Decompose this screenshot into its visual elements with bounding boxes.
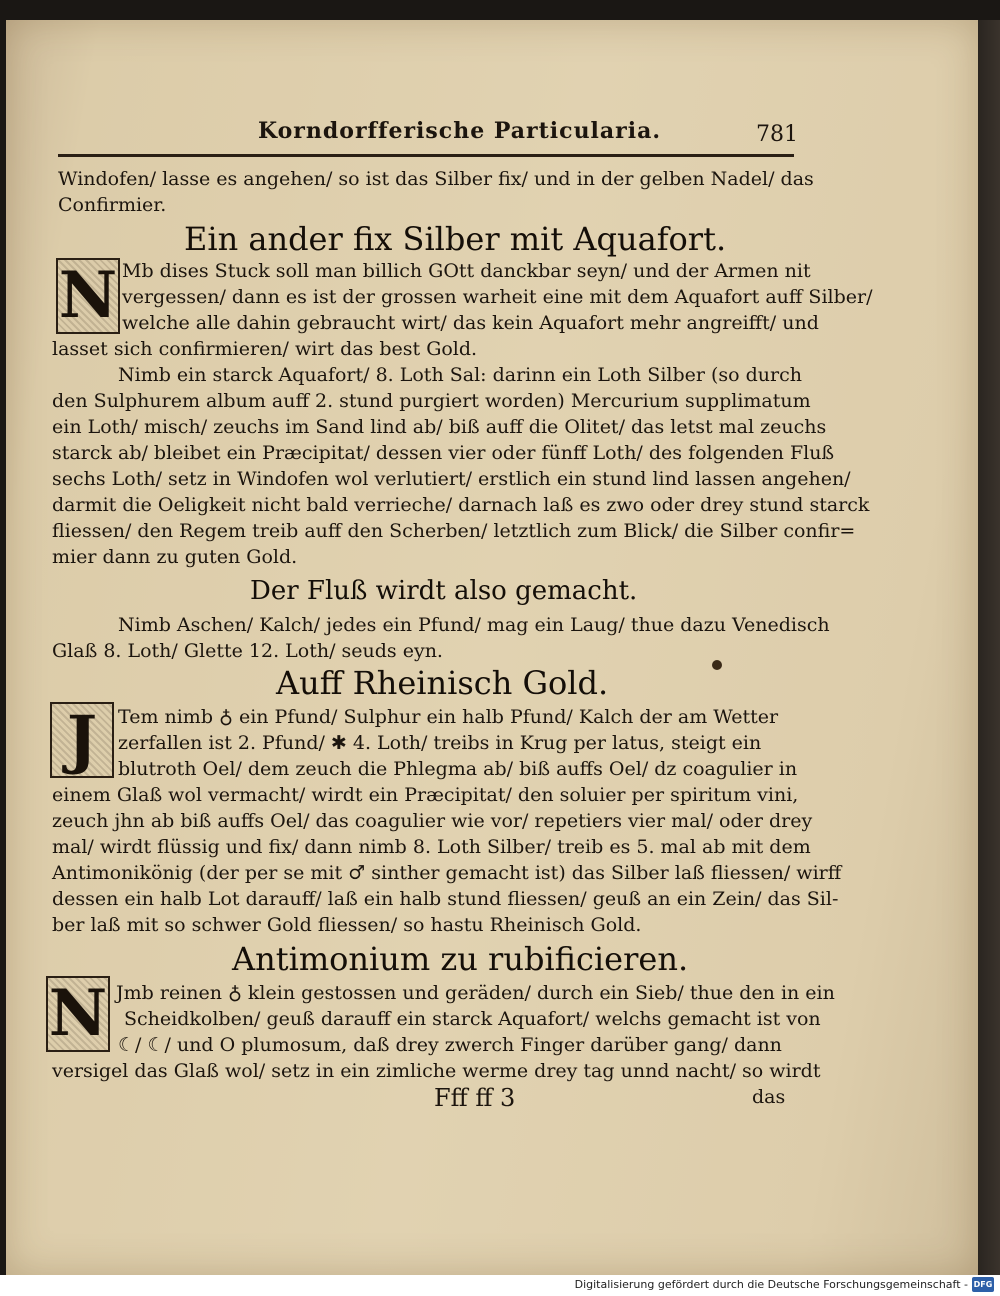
dropcap-initial: J bbox=[50, 702, 114, 778]
section-heading: Ein ander fix Silber mit Aquafort. bbox=[184, 220, 727, 258]
catchword: das bbox=[752, 1086, 786, 1108]
text-line: einem Glaß wol vermacht/ wirdt ein Præcipitat/ den soluier per spiritum vini, bbox=[52, 784, 799, 806]
funding-credit: Digitalisierung gefördert durch die Deutsche Forschungsgemeinschaft - bbox=[574, 1278, 968, 1291]
text-line: starck ab/ bleibet ein Præcipitat/ dessen vier oder fünff Loth/ des folgenden Fluß bbox=[52, 442, 835, 464]
footer-bar bbox=[0, 1275, 1000, 1296]
text-line: mier dann zu guten Gold. bbox=[52, 546, 298, 568]
text-line: welche alle dahin gebraucht wirt/ das kein Aquafort mehr angreifft/ und bbox=[122, 312, 819, 334]
page-header bbox=[258, 118, 798, 154]
text-line: zeuch jhn ab biß auffs Oel/ das coagulier wie vor/ repetiers vier mal/ oder drey bbox=[52, 810, 813, 832]
text-line: fliessen/ den Regem treib auff den Scherben/ letztlich zum Blick/ die Silber confir= bbox=[52, 520, 856, 542]
text-line: versigel das Glaß wol/ setz in ein zimliche werme drey tag unnd nacht/ so wirdt bbox=[52, 1060, 821, 1082]
text-line: Glaß 8. Loth/ Glette 12. Loth/ seuds eyn. bbox=[52, 640, 443, 662]
text-line: ber laß mit so schwer Gold fliessen/ so hastu Rheinisch Gold. bbox=[52, 914, 642, 936]
signature-mark: Fff ff 3 bbox=[434, 1084, 516, 1112]
text-line: dessen ein halb Lot darauff/ laß ein halb stund fliessen/ geuß an ein Zein/ das Sil- bbox=[52, 888, 839, 910]
section-heading: Der Fluß wirdt also gemacht. bbox=[250, 576, 638, 606]
text-line: darmit die Oeligkeit nicht bald verrieche/ darnach laß es zwo oder drey stund starck bbox=[52, 494, 870, 516]
text-line: Nimb Aschen/ Kalch/ jedes ein Pfund/ mag ein Laug/ thue dazu Venedisch bbox=[118, 614, 830, 636]
section-heading: Auff Rheinisch Gold. bbox=[276, 664, 609, 702]
text-line: ein Loth/ misch/ zeuchs im Sand lind ab/ biß auff die Olitet/ das letst mal zeuchs bbox=[52, 416, 827, 438]
text-line: lasset sich confirmieren/ wirt das best Gold. bbox=[52, 338, 478, 360]
text-line: zerfallen ist 2. Pfund/ ✱ 4. Loth/ treibs in Krug per latus, steigt ein bbox=[118, 732, 762, 754]
text-line: den Sulphurem album auff 2. stund purgiert worden) Mercurium supplimatum bbox=[52, 390, 811, 412]
text-line: Jmb reinen ♁ klein gestossen und geräden/ durch ein Sieb/ thue den in ein bbox=[116, 982, 835, 1004]
text-line: Tem nimb ♁ ein Pfund/ Sulphur ein halb Pfund/ Kalch der am Wetter bbox=[118, 706, 779, 728]
text-line: Mb dises Stuck soll man billich GOtt danckbar seyn/ und der Armen nit bbox=[122, 260, 811, 282]
page-number: 781 bbox=[756, 122, 798, 147]
text-line: Confirmier. bbox=[58, 194, 167, 216]
ink-spot bbox=[712, 660, 722, 670]
header-rule bbox=[58, 154, 794, 157]
running-head: Korndorfferische Particularia. bbox=[258, 118, 662, 144]
dropcap-initial: N bbox=[56, 258, 120, 334]
text-line: Scheidkolben/ geuß darauff ein starck Aquafort/ welchs gemacht ist von bbox=[124, 1008, 821, 1030]
text-line: Antimonikönig (der per se mit ♂ sinther gemacht ist) das Silber laß fliessen/ wirff bbox=[52, 862, 842, 884]
text-line: sechs Loth/ setz in Windofen wol verlutiert/ erstlich ein stund lind lassen angehen/ bbox=[52, 468, 851, 490]
dropcap-initial: N bbox=[46, 976, 110, 1052]
text-line: Windofen/ lasse es angehen/ so ist das Silber fix/ und in der gelben Nadel/ das bbox=[58, 168, 814, 190]
text-line: blutroth Oel/ dem zeuch die Phlegma ab/ biß auffs Oel/ dz coagulier in bbox=[118, 758, 798, 780]
text-line: mal/ wirdt flüssig und fix/ dann nimb 8. Loth Silber/ treib es 5. mal ab mit dem bbox=[52, 836, 811, 858]
text-line: vergessen/ dann es ist der grossen warheit eine mit dem Aquafort auff Silber/ bbox=[122, 286, 873, 308]
section-heading: Antimonium zu rubificieren. bbox=[232, 940, 689, 978]
dfg-logo-icon[interactable]: DFG bbox=[972, 1277, 994, 1292]
text-line: ☾/ ☾/ und O plumosum, daß drey zwerch Finger darüber gang/ dann bbox=[118, 1034, 782, 1056]
page-edge bbox=[978, 20, 1000, 1275]
text-line: Nimb ein starck Aquafort/ 8. Loth Sal: darinn ein Loth Silber (so durch bbox=[118, 364, 803, 386]
